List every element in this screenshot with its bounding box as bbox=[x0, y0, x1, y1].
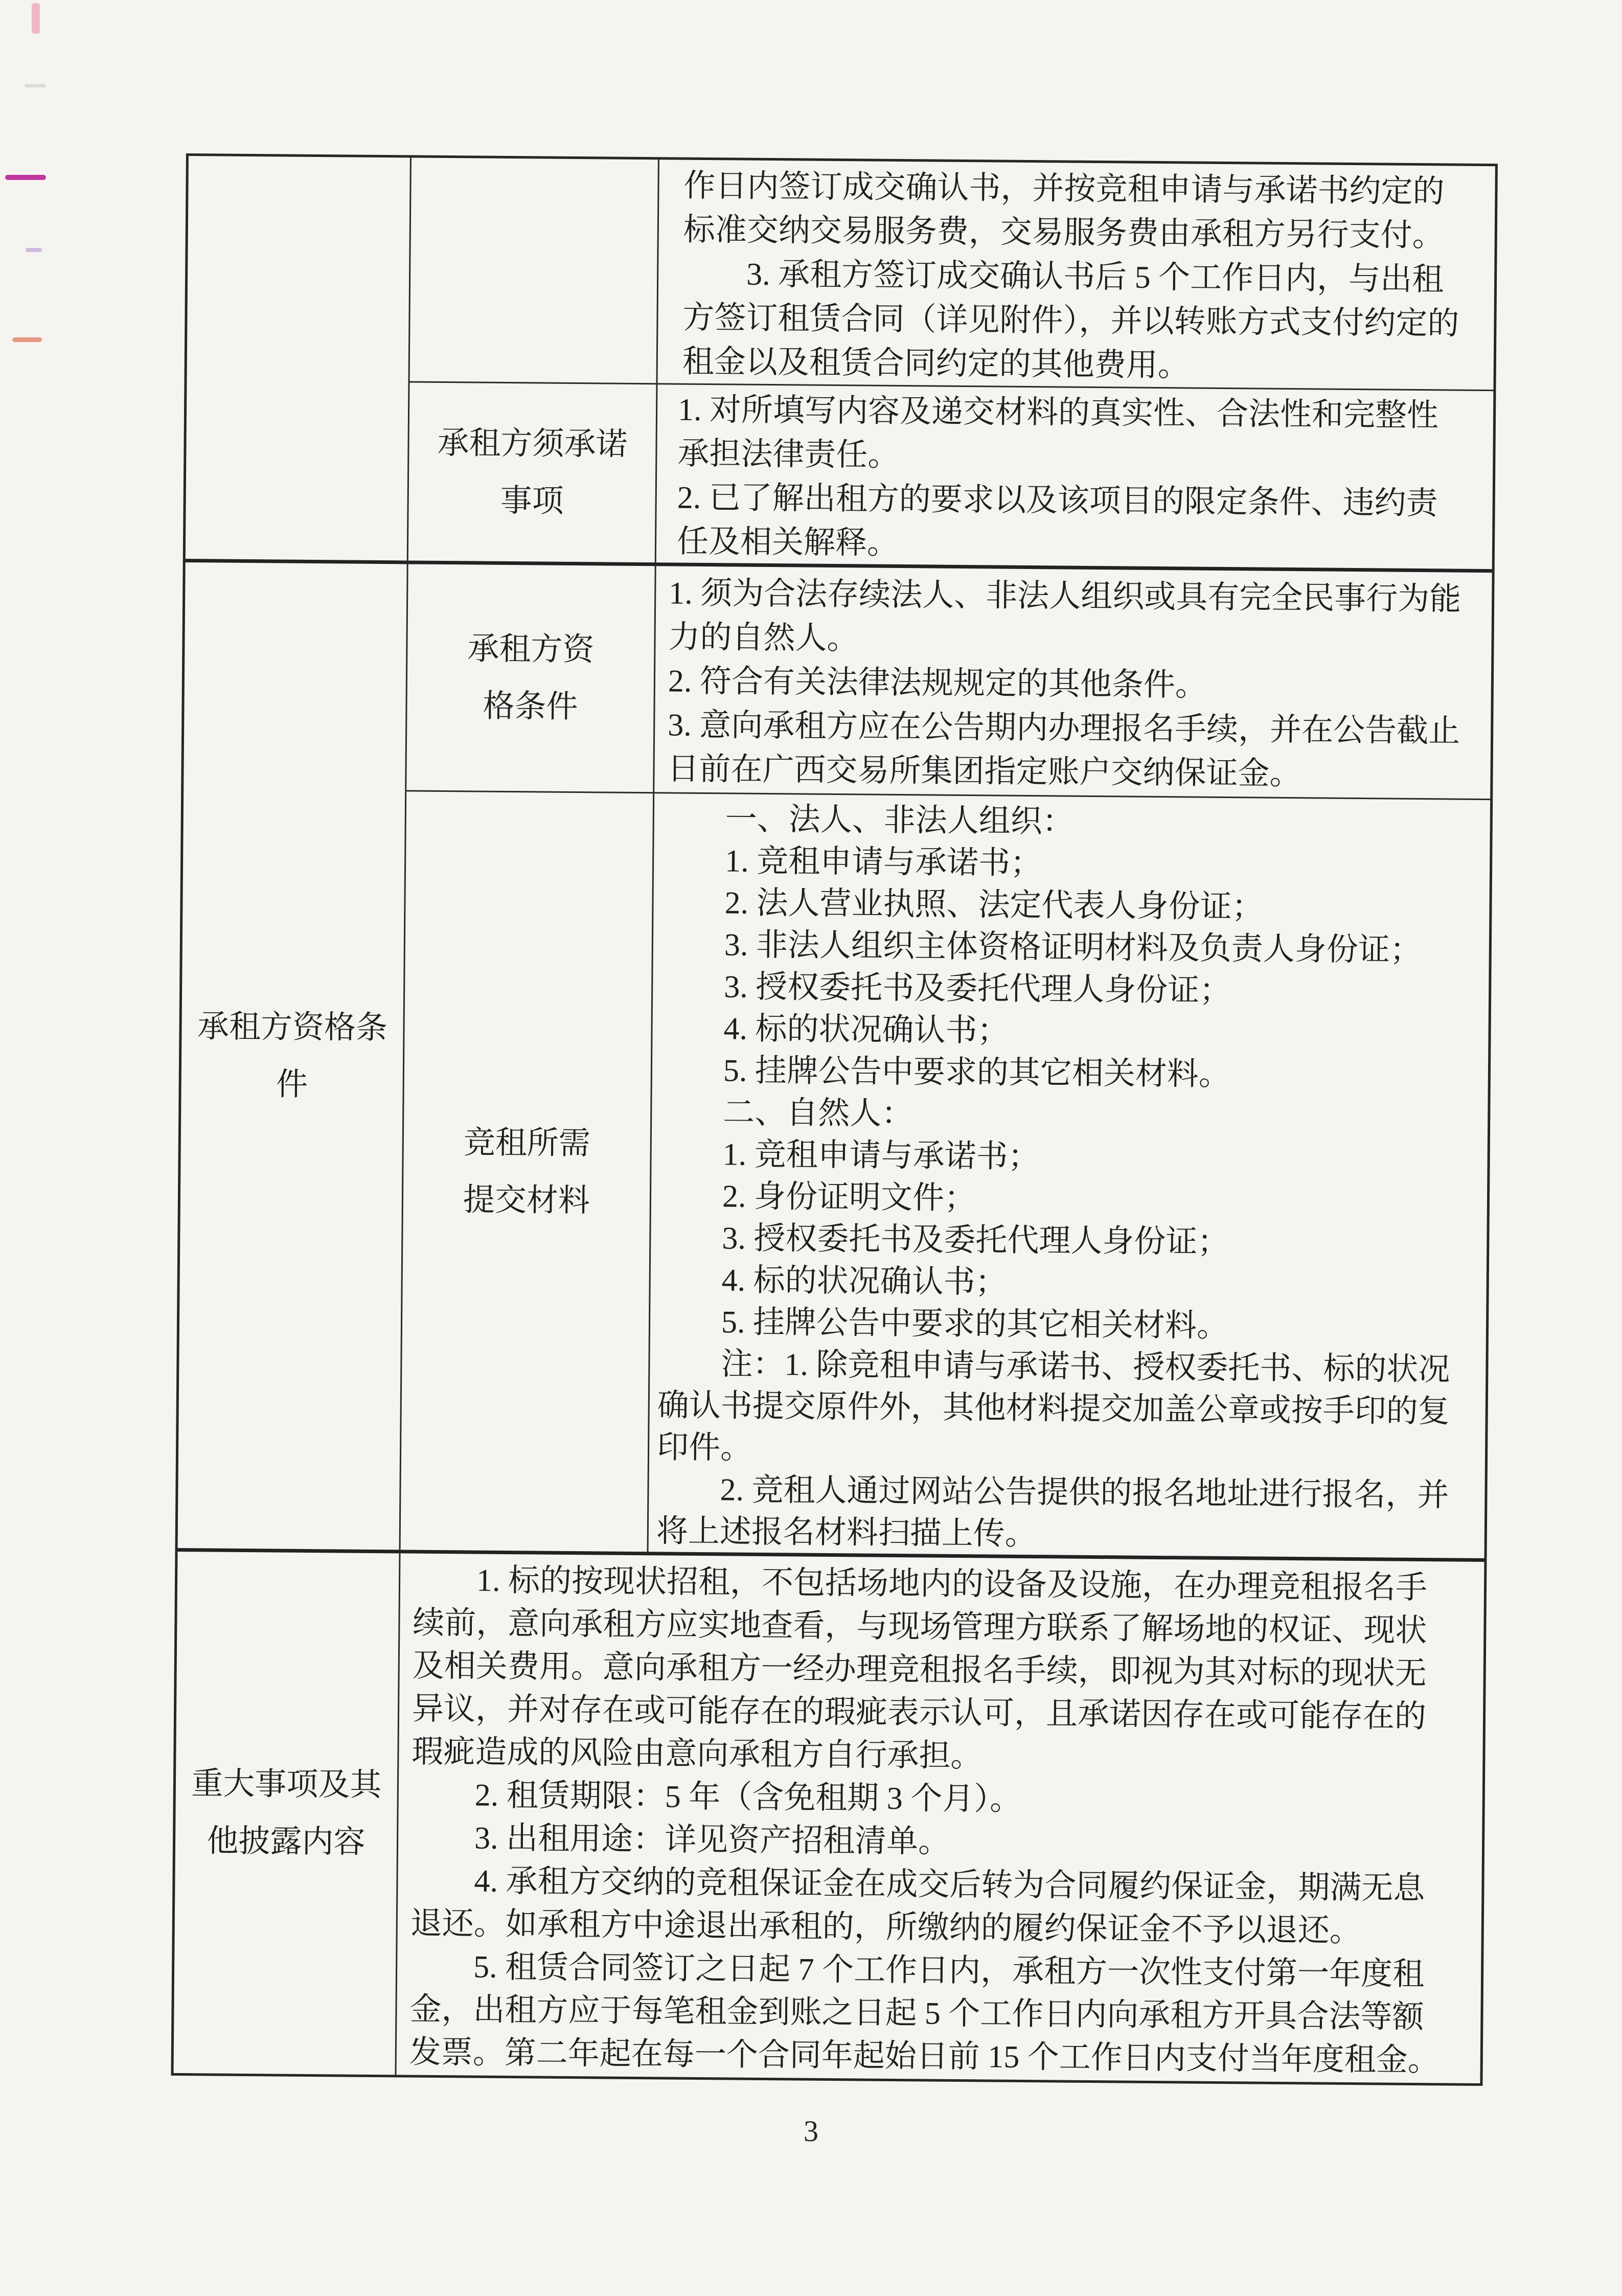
paragraph: 5. 挂牌公告中要求的其它相关材料。 bbox=[723, 1053, 1231, 1093]
paragraph: 4. 标的状况确认书； bbox=[721, 1263, 1007, 1300]
paragraph: 2. 竞租人通过网站公告提供的报名地址进行报名，并将上述报名材料扫描上传。 bbox=[656, 1472, 1449, 1552]
label-line: 承租方资 bbox=[467, 631, 595, 668]
paragraph: 2. 法人营业执照、法定代表人身份证； bbox=[724, 885, 1264, 925]
paragraph: 2. 符合有关法律法规规定的其他条件。 bbox=[668, 664, 1207, 703]
cell-label-lessee-commitments bbox=[408, 382, 658, 566]
scan-mark bbox=[12, 337, 42, 342]
paragraph: 3. 承租方签订成交确认书后 5 个工作日内，与出租方签订租赁合同（详见附件），并以转账方式支付约定的租金以及租赁合同约定的其他费用。 bbox=[682, 257, 1459, 383]
paragraph: 3. 授权委托书及委托代理人身份证； bbox=[723, 969, 1231, 1009]
page-number: 3 bbox=[804, 2115, 818, 2148]
disclosure-table bbox=[171, 153, 1497, 2086]
paragraph: 2. 已了解出租方的要求以及该项目的限定条件、违约责任及相关解释。 bbox=[676, 480, 1438, 561]
paragraph: 1. 竞租申请与承诺书； bbox=[722, 1137, 1040, 1175]
paragraph: 2. 租赁期限：5 年（含免租期 3 个月）。 bbox=[474, 1778, 1022, 1817]
paragraph: 注：1. 除竞租申请与承诺书、授权委托书、标的状况确认书提交原件外，其他材料提交加盖公章或按手印的复印件。 bbox=[656, 1347, 1450, 1466]
scan-mark bbox=[26, 248, 42, 252]
paragraph: 一、法人、非法人组织： bbox=[725, 802, 1075, 839]
paragraph: 3. 出租用途：详见资产招租清单。 bbox=[474, 1821, 950, 1859]
cell-empty-sublabel bbox=[409, 157, 659, 384]
cell-label-lessee-qualification bbox=[406, 564, 656, 793]
paragraph: 1. 标的按现状招租，不包括场地内的设备及设施，在办理竞租报名手续前，意向承租方应实地查看，与现场管理方联系了解场地的权证、现状及相关费用。意向承租方一经办理竞租报名手续，即视为其对标的现状无异议，并对存在或可能存在的瑕疵表示认可，且承诺因存在或可能存在的瑕疵造成的风险由意向承租方自行承担。 bbox=[412, 1563, 1428, 1774]
cell-lessee-qualification bbox=[654, 566, 1492, 800]
scan-mark bbox=[25, 84, 46, 87]
paragraph: 4. 标的状况确认书； bbox=[723, 1011, 1009, 1049]
cell-label-lessee-qualification-section bbox=[178, 562, 408, 1553]
paragraph: 3. 非法人组织主体资格证明材料及负责人身份证； bbox=[724, 927, 1422, 968]
cell-bidding-materials bbox=[648, 793, 1490, 1562]
paragraph: 3. 意向承租方应在公告期内办理报名手续，并在公告截止日前在广西交易所集团指定账户交纳保证金。 bbox=[667, 708, 1460, 792]
paragraph: 作日内签订成交确认书，并按竞租申请与承诺书约定的标准交纳交易服务费，交易服务费由承租方另行支付。 bbox=[683, 168, 1445, 254]
scan-mark bbox=[5, 175, 46, 180]
cell-label-bidding-materials bbox=[401, 791, 655, 1555]
paragraph: 1. 须为合法存续法人、非法人组织或具有完全民事行为能力的自然人。 bbox=[668, 576, 1461, 656]
label-line: 重大事项及其 bbox=[191, 1766, 382, 1803]
paragraph: 1. 竞租申请与承诺书； bbox=[724, 844, 1042, 881]
label-line: 承租方须承诺 bbox=[437, 425, 628, 462]
cell-lessee-commitments bbox=[656, 384, 1494, 573]
paragraph: 2. 身份证明文件； bbox=[722, 1179, 976, 1216]
paragraph: 3. 授权委托书及委托代理人身份证； bbox=[722, 1221, 1229, 1260]
paragraph: 4. 承租方交纳的竞租保证金在成交后转为合同履约保证金，期满无息退还。如承租方中途退出承租的，所缴纳的履约保证金不予以退还。 bbox=[410, 1863, 1425, 1949]
cell-empty-continuation bbox=[186, 156, 412, 564]
label-line: 格条件 bbox=[483, 689, 578, 725]
label-line: 事项 bbox=[500, 483, 564, 519]
cell-major-matters bbox=[396, 1553, 1484, 2083]
paragraph: 5. 租赁合同签订之日起 7 个工作日内，承租方一次性支付第一年度租金，出租方应于每笔租金到账之日起 5 个工作日内向承租方开具合法等额发票。第二年起在每一个合同年起始日前 15 个工作日内支付当年度租金。 bbox=[409, 1949, 1440, 2078]
paragraph: 1. 对所填写内容及递交材料的真实性、合法性和完整性承担法律责任。 bbox=[677, 392, 1439, 473]
paragraph: 5. 挂牌公告中要求的其它相关材料。 bbox=[721, 1305, 1229, 1344]
label-line: 他披露内容 bbox=[207, 1824, 365, 1860]
cell-label-major-matters bbox=[174, 1552, 401, 2075]
label-line: 提交材料 bbox=[463, 1182, 590, 1218]
cell-transaction-procedure-continued bbox=[657, 160, 1495, 391]
label-line: 竞租所需 bbox=[463, 1125, 591, 1161]
label-line: 承租方资格条 bbox=[197, 1009, 388, 1046]
label-line: 件 bbox=[276, 1067, 308, 1102]
scan-mark bbox=[32, 3, 40, 34]
paragraph: 二、自然人： bbox=[723, 1095, 913, 1132]
